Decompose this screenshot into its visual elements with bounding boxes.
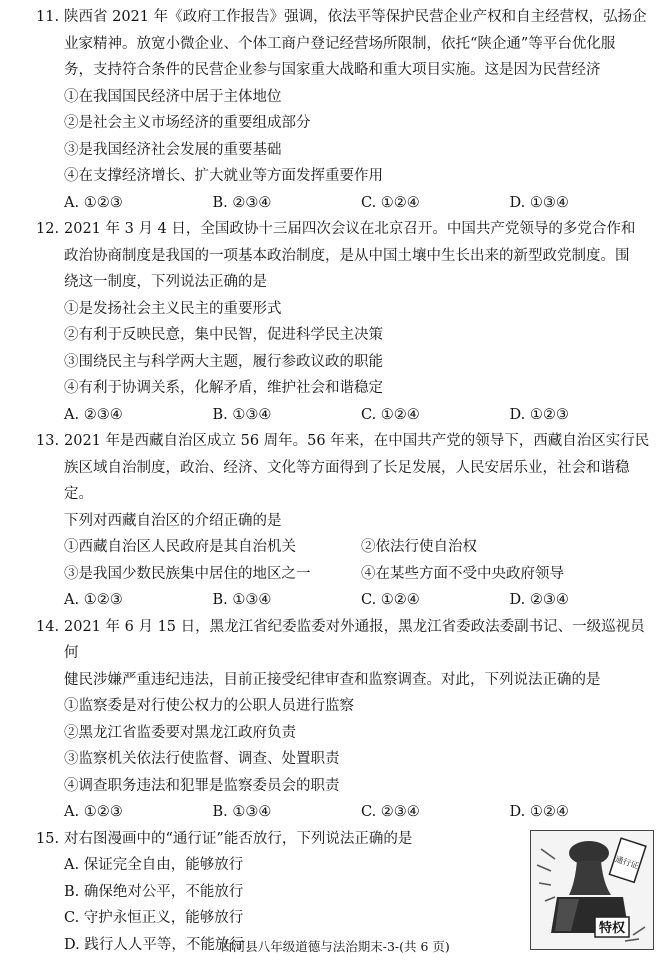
question-number: 11. bbox=[36, 9, 60, 25]
option-a: A. ①②③ bbox=[64, 592, 123, 608]
option-a: A. ①②③ bbox=[64, 804, 123, 820]
stem-line: 绕这一制度，下列说法正确的是 bbox=[64, 274, 267, 290]
option-c: C. ①②④ bbox=[361, 406, 420, 423]
options-row bbox=[36, 799, 658, 826]
stem-line: 2021 年 6 月 15 日，黑龙江省纪委监委对外通报，黑龙江省委政法委副书记、一级巡视员何 bbox=[64, 618, 645, 661]
options-row bbox=[36, 402, 658, 429]
question-number: 15. bbox=[36, 830, 60, 847]
stem-line: 陕西省 2021 年《政府工作报告》强调，依法平等保护民营企业产权和自主经营权，弘扬企 bbox=[64, 9, 647, 25]
exam-page bbox=[36, 4, 658, 958]
stem-line: 务，支持符合条件的民营企业参与国家重大战略和重大项目实施。这是因为民营经济 bbox=[64, 62, 601, 78]
question-number: 14. bbox=[36, 618, 60, 635]
option-c: C. ①②④ bbox=[361, 194, 420, 211]
option-d: D. ②③④ bbox=[509, 592, 569, 608]
stem-line: 业家精神。放宽小微企业、个体工商户登记经营场所限制，依托“陕企通”等平台优化服 bbox=[64, 35, 616, 52]
stem-line: 2021 年是西藏自治区成立 56 周年。56 年来，在中国共产党的领导下，西藏自治区实行民 bbox=[64, 433, 650, 449]
choice-c: C. 守护永恒正义，能够放行 bbox=[64, 910, 244, 926]
stem-line: 对右图漫画中的“通行证”能否放行，下列说法正确的是 bbox=[64, 830, 413, 847]
statement-pair-row bbox=[36, 534, 658, 561]
question-number: 13. bbox=[36, 433, 60, 449]
statement: ②黑龙江省监委要对黑龙江政府负责 bbox=[64, 724, 296, 741]
option-a: A. ①②③ bbox=[64, 194, 123, 211]
choice-a: A. 保证完全自由，能够放行 bbox=[64, 857, 244, 873]
choice-b: B. 确保绝对公平，不能放行 bbox=[64, 883, 244, 900]
choice-d: D. 践行人人平等，不能放行 bbox=[64, 936, 244, 953]
statement: ④在某些方面不受中央政府领导 bbox=[361, 565, 564, 582]
option-b: B. ①③④ bbox=[212, 804, 272, 820]
option-d: D. ①②④ bbox=[509, 804, 569, 820]
options-row bbox=[36, 587, 658, 614]
option-c: C. ①②④ bbox=[361, 592, 420, 608]
question-stem bbox=[36, 614, 658, 667]
statement: ②是社会主义市场经济的重要组成部分 bbox=[64, 115, 311, 131]
question-12 bbox=[36, 216, 658, 428]
statement: ③围绕民主与科学两大主题，履行参政议政的职能 bbox=[64, 353, 383, 370]
stem-line: 健民涉嫌严重违纪违法，目前正接受纪律审查和监察调查。对此，下列说法正确的是 bbox=[64, 671, 601, 688]
statement: ①是发扬社会主义民主的重要形式 bbox=[64, 300, 282, 317]
statement: ③是我国经济社会发展的重要基础 bbox=[64, 141, 282, 158]
tag-label: 通行证 bbox=[614, 854, 640, 871]
statement: ④调查职务违法和犯罪是监察委员会的职责 bbox=[64, 777, 340, 794]
option-d: D. ①②③ bbox=[509, 406, 569, 423]
stamp-illustration bbox=[531, 831, 653, 949]
stem-line: 2021 年 3 月 4 日，全国政协十三届四次会议在北京召开。中国共产党领导的多党合作和 bbox=[64, 221, 636, 237]
option-b: B. ①③④ bbox=[212, 592, 272, 608]
stamp-label: 特权 bbox=[598, 920, 626, 936]
question-number: 12. bbox=[36, 221, 60, 237]
question-stem bbox=[36, 428, 658, 455]
question-11 bbox=[36, 4, 658, 216]
question-14 bbox=[36, 614, 658, 826]
statement: ③监察机关依法行使监督、调查、处置职责 bbox=[64, 751, 340, 767]
statement: ①西藏自治区人民政府是其自治机关 bbox=[64, 539, 296, 555]
statement: ③是我国少数民族集中居住的地区之一 bbox=[64, 565, 311, 582]
statement: ④在支撑经济增长、扩大就业等方面发挥重要作用 bbox=[64, 168, 383, 184]
statement: ④有利于协调关系，化解矛盾，维护社会和谐稳定 bbox=[64, 380, 383, 396]
question-stem bbox=[36, 216, 658, 243]
options-row bbox=[36, 190, 658, 217]
option-b: B. ①③④ bbox=[212, 406, 272, 423]
option-a: A. ②③④ bbox=[64, 406, 123, 423]
page-footer: 白河县八年级道德与法治期末-3-(共 6 页) bbox=[220, 939, 450, 954]
option-c: C. ②③④ bbox=[361, 804, 420, 820]
statement-pair-row bbox=[36, 561, 658, 588]
question-13 bbox=[36, 428, 658, 614]
cartoon-image bbox=[530, 830, 654, 950]
stem-line: 政治协商制度是我国的一项基本政治制度，是从中国土壤中生长出来的新型政党制度。围 bbox=[64, 247, 630, 264]
stem-line: 下列对西藏自治区的介绍正确的是 bbox=[64, 512, 282, 529]
statement: ①在我国国民经济中居于主体地位 bbox=[64, 88, 282, 105]
statement: ②依法行使自治权 bbox=[361, 539, 477, 555]
question-stem bbox=[36, 4, 658, 31]
option-b: B. ②③④ bbox=[212, 194, 272, 211]
statement: ①监察委是对行使公权力的公职人员进行监察 bbox=[64, 698, 354, 714]
stem-line: 族区域自治制度，政治、经济、文化等方面得到了长足发展，人民安居乐业，社会和谐稳定。 bbox=[64, 459, 630, 502]
option-d: D. ①③④ bbox=[509, 194, 569, 211]
statement: ②有利于反映民意，集中民智，促进科学民主决策 bbox=[64, 327, 383, 343]
